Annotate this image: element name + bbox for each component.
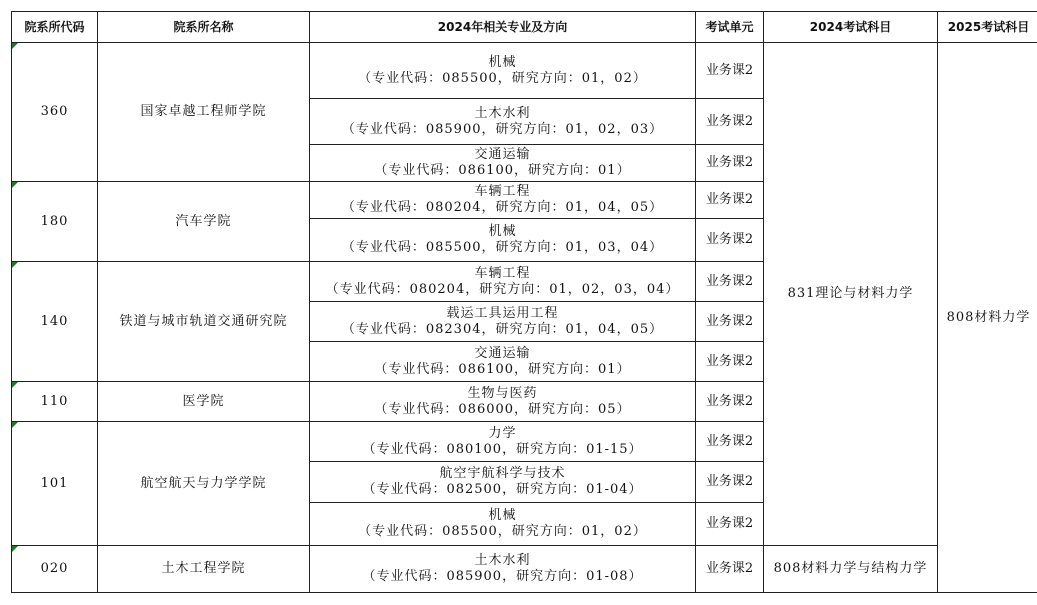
header-subject-2025: 2025考试科目	[938, 12, 1037, 43]
dept-name: 汽车学院	[175, 213, 232, 229]
dept-code: 140	[40, 313, 69, 329]
subject-2025: 808材料力学	[946, 309, 1031, 325]
dept-name-cell	[98, 182, 310, 262]
major-code-direction: （专业代码：085900，研究方向：01，02，03）	[341, 121, 664, 137]
major-code-direction: （专业代码：080204，研究方向：01，02，03，04）	[325, 281, 680, 297]
exam-unit-cell: 业务课2	[696, 503, 764, 546]
dept-code-cell	[12, 546, 98, 593]
major-code-direction: （专业代码：085500，研究方向：01，03，04）	[341, 240, 664, 255]
header-exam-unit: 考试单元	[696, 12, 764, 43]
major-name: 机械	[488, 54, 517, 70]
table-header	[12, 12, 1037, 43]
major-cell	[310, 503, 696, 546]
dept-code-cell	[12, 182, 98, 262]
subject-2024: 808材料力学与结构力学	[773, 561, 928, 576]
table-body	[12, 43, 1037, 593]
header-majors: 2024年相关专业及方向	[310, 12, 696, 43]
dept-name-cell	[98, 43, 310, 182]
table-wrapper	[11, 11, 1037, 593]
cell-comment-marker	[12, 382, 18, 388]
dept-name-cell	[98, 422, 310, 546]
major-cell	[310, 182, 696, 219]
major-cell	[310, 145, 696, 182]
dept-code: 360	[40, 104, 69, 119]
major-cell	[310, 462, 696, 503]
major-name: 交通运输	[474, 345, 531, 361]
header-dept-code: 院系所代码	[12, 12, 98, 43]
major-name: 车辆工程	[474, 265, 531, 281]
subject-2024-cell	[764, 43, 938, 546]
dept-code-cell	[12, 262, 98, 382]
header-subject-2024: 2024考试科目	[764, 12, 938, 43]
exam-unit-cell: 业务课2	[696, 219, 764, 262]
dept-code: 110	[40, 393, 69, 409]
major-cell	[310, 422, 696, 462]
exam-unit-cell: 业务课2	[696, 422, 764, 462]
header-dept-name: 院系所名称	[98, 12, 310, 43]
dept-name: 土木工程学院	[161, 561, 246, 576]
exam-unit-cell: 业务课2	[696, 182, 764, 219]
dept-name: 航空航天与力学学院	[140, 475, 267, 491]
cell-comment-marker	[12, 422, 18, 428]
major-cell	[310, 546, 696, 593]
dept-code: 101	[40, 475, 69, 491]
subject-2024-cell	[764, 546, 938, 593]
dept-code: 180	[40, 213, 69, 229]
major-name: 航空宇航科学与技术	[439, 466, 566, 481]
dept-name: 国家卓越工程师学院	[140, 104, 267, 119]
major-code-direction: （专业代码：082500，研究方向：01-04）	[362, 482, 643, 497]
major-code-direction: （专业代码：080204，研究方向：01，04，05）	[341, 200, 664, 215]
major-cell	[310, 43, 696, 99]
dept-code-cell	[12, 422, 98, 546]
major-code-direction: （专业代码：085500，研究方向：01，02）	[358, 524, 647, 539]
exam-unit-cell: 业务课2	[696, 382, 764, 422]
exam-unit-cell: 业务课2	[696, 99, 764, 145]
exam-unit-cell: 业务课2	[696, 462, 764, 503]
major-name: 土木水利	[474, 105, 531, 121]
dept-name: 铁道与城市轨道交通研究院	[119, 313, 288, 329]
dept-code: 020	[40, 561, 69, 576]
cell-comment-marker	[12, 262, 18, 268]
major-name: 机械	[488, 508, 517, 523]
dept-name-cell	[98, 382, 310, 422]
cell-comment-marker	[12, 546, 18, 552]
major-name: 载运工具运用工程	[446, 305, 559, 321]
exam-subject-table	[11, 11, 1037, 593]
major-cell	[310, 219, 696, 262]
major-cell	[310, 382, 696, 422]
table-row	[12, 43, 1037, 99]
table-row	[12, 546, 1037, 593]
major-name: 交通运输	[474, 147, 531, 162]
header-row	[12, 12, 1037, 43]
major-code-direction: （专业代码：086000，研究方向：05）	[374, 401, 631, 417]
exam-unit-cell: 业务课2	[696, 145, 764, 182]
major-code-direction: （专业代码：082304，研究方向：01，04，05）	[341, 321, 664, 337]
major-cell	[310, 262, 696, 302]
exam-unit-cell: 业务课2	[696, 43, 764, 99]
dept-code-cell	[12, 382, 98, 422]
major-code-direction: （专业代码：085500，研究方向：01，02）	[358, 70, 647, 86]
exam-unit-cell: 业务课2	[696, 342, 764, 382]
major-name: 机械	[488, 224, 517, 239]
subject-2025-cell	[938, 43, 1037, 593]
major-name: 车辆工程	[474, 184, 531, 199]
major-code-direction: （专业代码：086100，研究方向：01）	[374, 163, 631, 178]
cell-comment-marker	[12, 43, 18, 49]
major-name: 土木水利	[474, 553, 531, 568]
dept-name-cell	[98, 546, 310, 593]
major-name: 力学	[488, 425, 517, 441]
major-cell	[310, 99, 696, 145]
dept-name: 医学院	[182, 393, 225, 409]
dept-name-cell	[98, 262, 310, 382]
exam-unit-cell: 业务课2	[696, 302, 764, 342]
major-code-direction: （专业代码：080100，研究方向：01-15）	[362, 441, 643, 457]
major-cell	[310, 342, 696, 382]
exam-unit-cell: 业务课2	[696, 546, 764, 593]
major-code-direction: （专业代码：086100，研究方向：01）	[374, 361, 631, 377]
exam-unit-cell: 业务课2	[696, 262, 764, 302]
cell-comment-marker	[12, 182, 18, 188]
major-name: 生物与医药	[467, 385, 538, 401]
major-code-direction: （专业代码：085900，研究方向：01-08）	[362, 569, 643, 584]
dept-code-cell	[12, 43, 98, 182]
major-cell	[310, 302, 696, 342]
subject-2024: 831理论与材料力学	[787, 286, 914, 301]
